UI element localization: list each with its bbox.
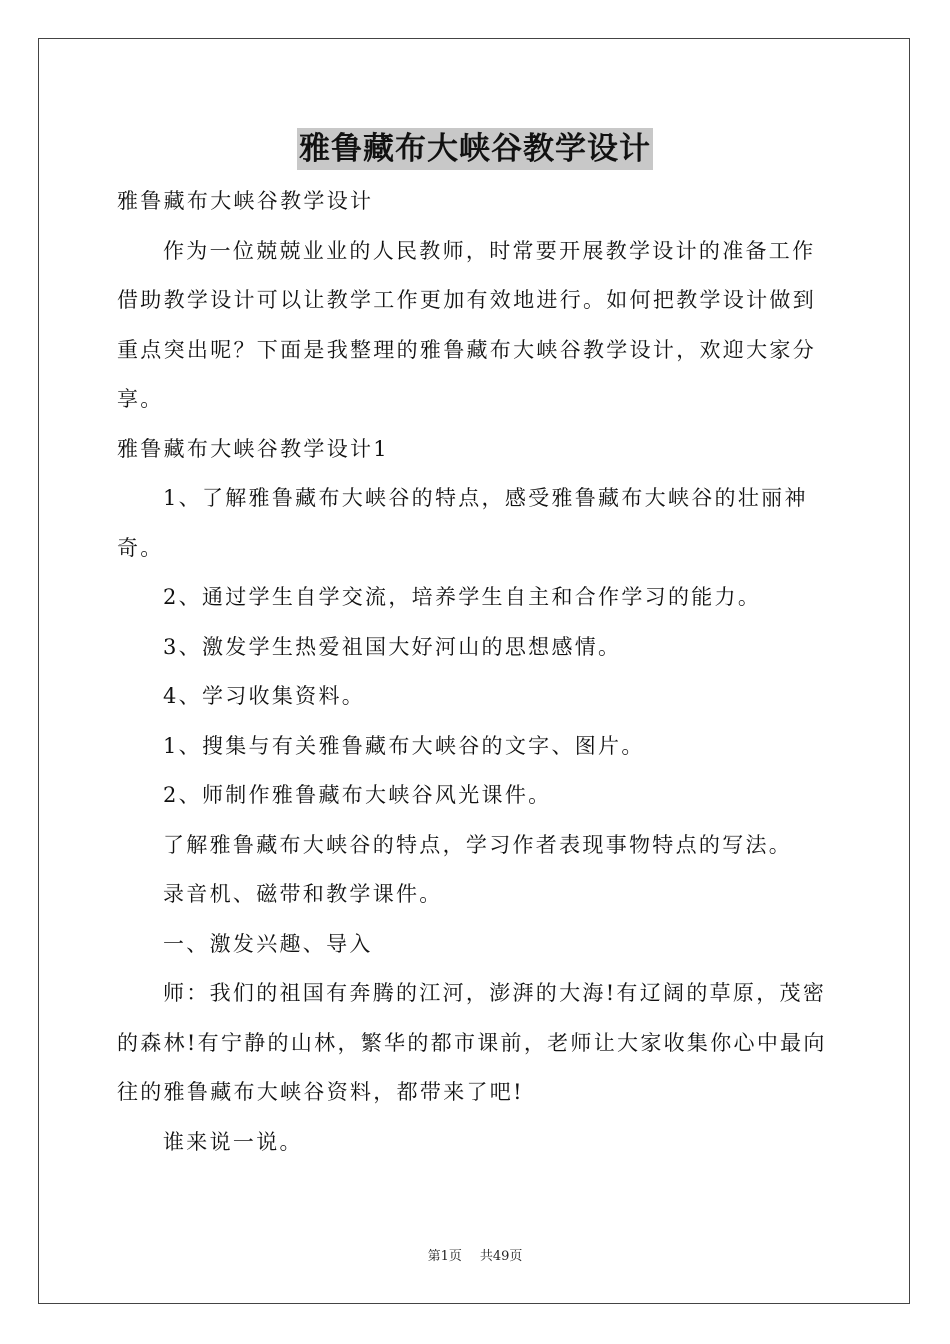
- paragraph: 雅鲁藏布大峡谷教学设计: [117, 189, 374, 213]
- paragraph: 一、激发兴趣、导入: [163, 931, 373, 956]
- paragraph: 2、师制作雅鲁藏布大峡谷风光课件。: [163, 783, 552, 807]
- title-area: [0, 128, 950, 170]
- paragraph: 师：我们的祖国有奔腾的江河，澎湃的大海!有辽阔的草原，茂密的森林!有宁静的山林，繁华的都市课前，老师让大家收集你心中最向往的雅鲁藏布大峡谷资料，都带来了吧!: [117, 981, 827, 1104]
- document-body: [117, 177, 833, 1167]
- paragraph: 1、了解雅鲁藏布大峡谷的特点，感受雅鲁藏布大峡谷的壮丽神奇。: [117, 486, 808, 560]
- page-total: 共49页: [479, 1249, 523, 1264]
- paragraph: 录音机、磁带和教学课件。: [163, 882, 443, 906]
- paragraph: 作为一位兢兢业业的人民教师，时常要开展教学设计的准备工作借助教学设计可以让教学工作更加有效地进行。如何把教学设计做到重点突出呢？下面是我整理的雅鲁藏布大峡谷教学设计，欢迎大家分享。: [117, 238, 816, 411]
- section-heading: 雅鲁藏布大峡谷教学设计1: [117, 436, 389, 461]
- paragraph: 4、学习收集资料。: [163, 684, 366, 708]
- paragraph: 3、激发学生热爱祖国大好河山的思想感情。: [163, 634, 622, 659]
- paragraph: 谁来说一说。: [163, 1129, 303, 1154]
- paragraph: 2、通过学生自学交流，培养学生自主和合作学习的能力。: [163, 585, 762, 609]
- page-footer: [0, 1245, 950, 1264]
- paragraph: 了解雅鲁藏布大峡谷的特点，学习作者表现事物特点的写法。: [163, 832, 793, 857]
- document-title: 雅鲁藏布大峡谷教学设计: [297, 128, 653, 170]
- paragraph: 1、搜集与有关雅鲁藏布大峡谷的文字、图片。: [163, 733, 645, 758]
- page-number: 第1页: [427, 1249, 462, 1264]
